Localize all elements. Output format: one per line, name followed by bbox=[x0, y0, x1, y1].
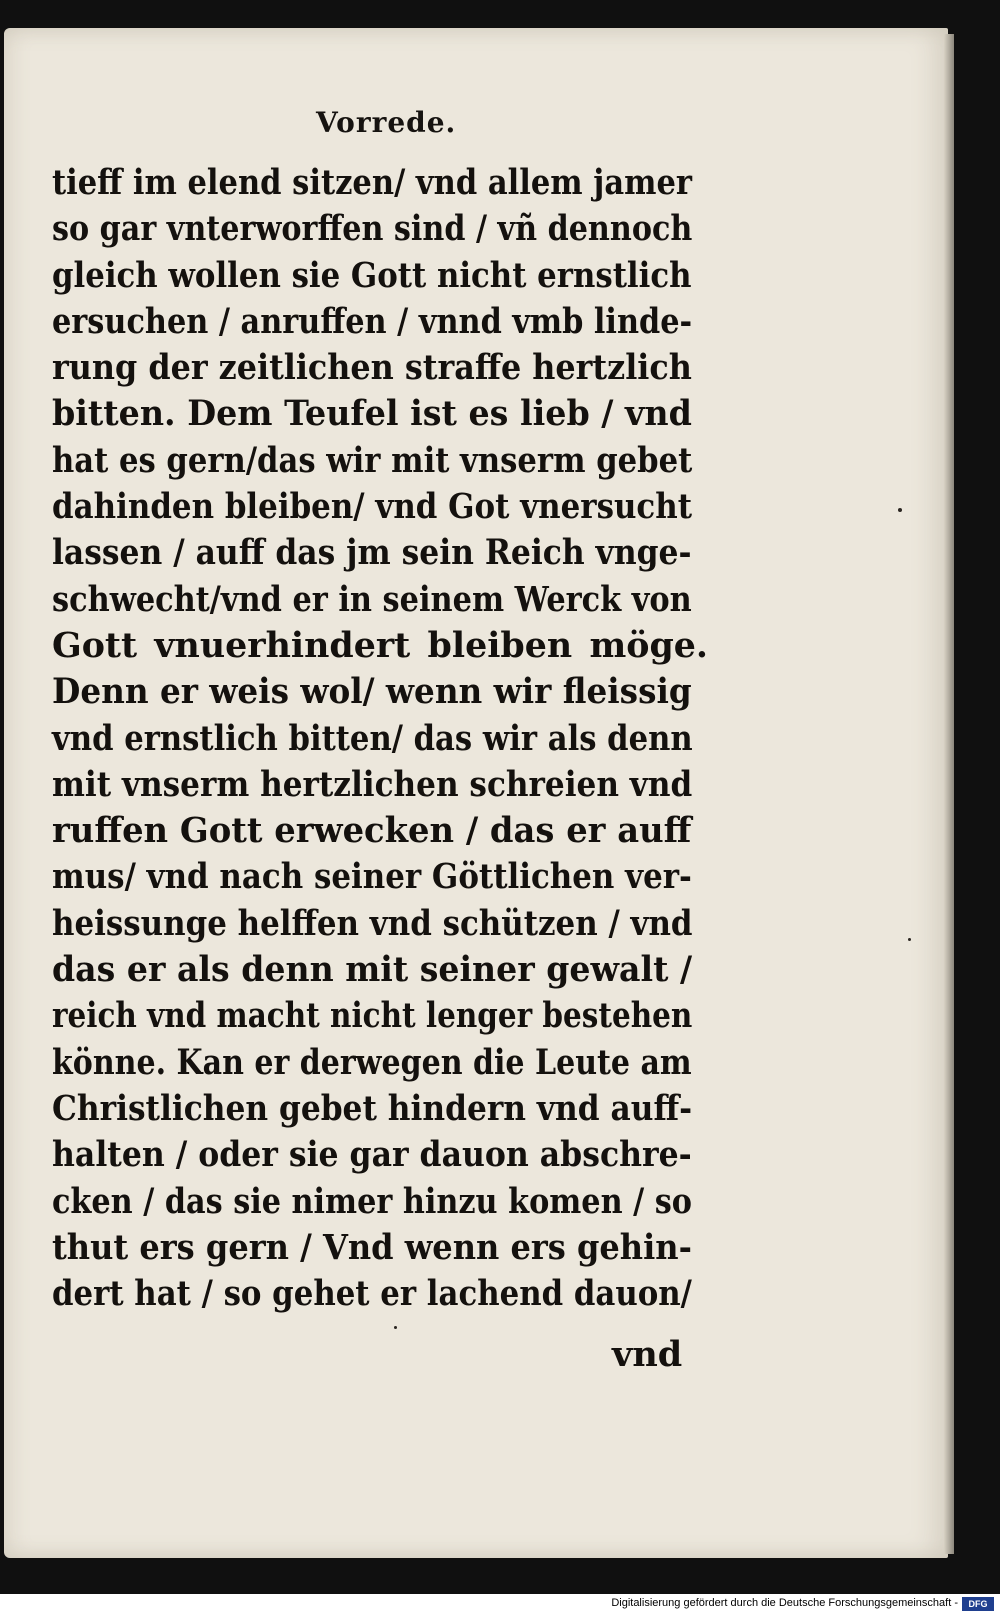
text-line: mit vnserm hertzlichen schreien vnd bbox=[52, 763, 693, 805]
text-line: reich vnd macht nicht lenger bestehen bbox=[52, 995, 693, 1037]
text-line: rung der zeitlichen straffe hertzlich bbox=[52, 347, 692, 389]
catchword: vnd bbox=[612, 1334, 683, 1375]
text-line: dahinden bleiben/ vnd Got vnersucht bbox=[52, 486, 693, 528]
paper-speck bbox=[898, 508, 902, 512]
text-line: so gar vnterworffen sind / vñ dennoch bbox=[52, 208, 693, 250]
text-line: halten / oder sie gar dauon abschre- bbox=[52, 1134, 692, 1176]
dfg-logo-icon: DFG bbox=[962, 1597, 994, 1611]
text-line: Christlichen gebet hindern vnd auff- bbox=[52, 1087, 693, 1129]
text-line: schwecht/vnd er in seinem Werck von bbox=[52, 578, 692, 620]
text-line: das er als denn mit seiner gewalt / bbox=[52, 949, 693, 991]
page-edge bbox=[944, 34, 954, 1554]
text-line: heissunge helffen vnd schützen / vnd bbox=[52, 902, 693, 944]
paper-speck bbox=[394, 1326, 397, 1329]
text-line: gleich wollen sie Gott nicht ernstlich bbox=[52, 254, 692, 296]
text-line: thut ers gern / Vnd wenn ers gehin- bbox=[52, 1226, 692, 1268]
text-line: dert hat / so gehet er lachend dauon/ bbox=[52, 1273, 692, 1315]
text-line: bitten. Dem Teufel ist es lieb / vnd bbox=[52, 393, 692, 435]
body-text bbox=[52, 160, 712, 1317]
text-line: ersuchen / anruffen / vnnd vmb linde- bbox=[52, 300, 693, 342]
text-line: cken / das sie nimer hinzu komen / so bbox=[52, 1180, 692, 1222]
text-line: mus/ vnd nach seiner Göttlichen ver- bbox=[52, 856, 692, 898]
page-header: Vorrede. bbox=[316, 106, 457, 139]
text-line: ruffen Gott erwecken / das er auff bbox=[52, 810, 692, 852]
text-line: vnd ernstlich bitten/ das wir als denn bbox=[52, 717, 693, 759]
text-line: hat es gern/das wir mit vnserm gebet bbox=[52, 439, 693, 481]
footer-credit: Digitalisierung gefördert durch die Deutsche Forschungsgemeinschaft - bbox=[611, 1597, 958, 1609]
text-line: Gott vnuerhindert bleiben möge. bbox=[52, 624, 709, 666]
text-line: könne. Kan er derwegen die Leute am bbox=[52, 1041, 692, 1083]
text-line: tieff im elend sitzen/ vnd allem jamer bbox=[52, 162, 693, 203]
text-line: lassen / auff das jm sein Reich vnge- bbox=[52, 532, 692, 574]
paper-speck bbox=[908, 938, 911, 941]
text-line: Denn er weis wol/ wenn wir fleissig bbox=[52, 671, 692, 713]
